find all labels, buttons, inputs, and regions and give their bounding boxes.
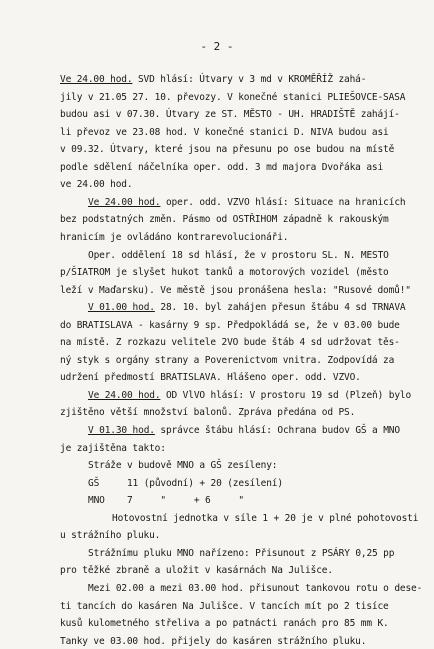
text-line <box>60 231 288 245</box>
text-run: je zajištěna takto: <box>60 442 166 454</box>
text-run: správce štábu hlásí: Ochrana budov GŠ a MNO <box>154 425 400 436</box>
text-line <box>60 529 160 543</box>
text-run: zjištěno větší množství balonů. Zpráva předána od PS. <box>60 407 356 419</box>
time-heading: Ve 24.00 hod. <box>88 389 161 401</box>
text-line <box>60 319 400 333</box>
text-line <box>60 91 405 105</box>
text-line <box>60 617 389 631</box>
text-line <box>112 512 418 526</box>
text-line <box>60 73 366 87</box>
text-line <box>88 301 405 315</box>
text-line <box>60 442 166 456</box>
text-run: ti tancích do kasáren Na Julišce. V tancích mít po 2 tisíce <box>60 600 389 612</box>
text-run: SVD hlásí: Útvary v 3 md v KROMĚŘÍŽ zahá- <box>132 74 367 85</box>
text-run: u strážního pluku. <box>60 530 161 542</box>
text-line <box>60 213 389 227</box>
text-line <box>88 424 400 438</box>
text-line <box>60 406 355 420</box>
time-heading: V 01.00 hod. <box>88 302 155 314</box>
page-number: - 2 - <box>200 40 234 53</box>
text-line <box>60 284 411 298</box>
text-run: hranicím je ovládáno kontrarevolucionáři. <box>60 231 289 243</box>
text-line <box>60 600 389 614</box>
text-run: MNO 7 " + 6 " <box>88 495 244 507</box>
time-heading: Ve 24.00 hod. <box>88 196 161 208</box>
text-run: na místě. Z rozkazu velitele 2VO bude štáb 4 sd udržovat těs- <box>60 337 400 349</box>
text-run: ný styk s orgány strany a Poverenictvom vnitra. Zodpovídá za <box>60 354 395 366</box>
text-run: podle sdělení náčelníka oper. odd. 3 md majora Dvořáka asi <box>60 161 384 173</box>
text-line <box>88 389 411 403</box>
text-line <box>88 196 405 210</box>
text-line <box>60 371 361 385</box>
text-line <box>60 161 383 175</box>
text-line <box>60 178 132 192</box>
text-run: Mezi 02.00 a mezi 03.00 hod. přisunout tankovou rotu o dese- <box>88 582 423 594</box>
text-run: kusů kulometného střeliva a po patnácti ranách pro 85 mm K. <box>60 618 389 630</box>
text-run: leží v Maďarsku). Ve městě jsou pronášena hesla: "Rusové domů!" <box>60 284 411 296</box>
text-run: Stráže v budově MNO a GŠ zesíleny: <box>88 460 278 472</box>
text-run: GŠ 11 (původní) + 20 (zesílení) <box>88 477 283 489</box>
text-line <box>88 459 277 473</box>
text-run: jily v 21.05 27. 10. převozy. V konečné stanici PLIEŠOVCE-SASA <box>60 91 406 103</box>
text-run: pro těžké zbraně a uložit v kasárnách Na Julišce. <box>60 565 333 577</box>
text-line <box>60 266 389 280</box>
text-run: 28. 10. byl zahájen přesun štábu 4 sd TRNAVA <box>154 302 406 314</box>
time-heading: V 01.30 hod. <box>88 425 155 436</box>
text-line <box>88 477 283 491</box>
text-run: budou asi v 07.30. Útvary ze ST. MĚSTO - UH. HRADIŠTĚ zahájí- <box>60 109 400 121</box>
text-run: Oper. oddělení 18 sd hlásí, že v prostoru SL. N. MESTO <box>88 249 389 261</box>
text-line <box>60 108 400 122</box>
text-line <box>88 582 422 596</box>
text-run: oper. odd. VZVO hlásí: Situace na hranicích <box>160 196 406 208</box>
text-run: Strážnímu pluku MNO nařízeno: Přisunout z PSÁRY 0,25 pp <box>88 547 395 559</box>
text-run: Hotovostní jednotka v síle 1 + 20 je v plné pohotovosti <box>112 512 419 524</box>
text-run: do BRATISLAVA - kasárny 9 sp. Předpokládá se, že v 03.00 bude <box>60 319 400 331</box>
text-line <box>60 336 400 350</box>
text-run: udržení předmostí BRATISLAVA. Hlášeno oper. odd. VZVO. <box>60 372 361 384</box>
text-run: OD VlVO hlásí: V prostoru 19 sd (Plzeň) bylo <box>160 389 412 401</box>
text-line <box>60 635 366 649</box>
text-line <box>60 564 333 578</box>
text-run: li převoz ve 23.08 hod. V konečné stanici D. NIVA budou asi <box>60 126 389 138</box>
text-line <box>88 547 394 561</box>
text-run: Tanky ve 03.00 hod. přijely do kasáren strážního pluku. <box>60 635 367 647</box>
text-line <box>60 354 394 368</box>
text-line <box>88 249 389 263</box>
text-line <box>60 143 394 157</box>
text-run: bez podstatných změn. Pásmo od OSTŘIHOM západně k rakouským <box>60 214 389 226</box>
text-run: p/ŠIATROM je slyšet hukot tanků a motorových vozidel (město <box>60 267 389 279</box>
text-run: ve 24.00 hod. <box>60 179 133 191</box>
text-line <box>88 494 244 508</box>
time-heading: Ve 24.00 hod. <box>60 74 133 85</box>
text-line <box>60 126 389 140</box>
text-run: v 09.32. Útvary, které jsou na přesunu po ose budou na místě <box>60 144 395 156</box>
